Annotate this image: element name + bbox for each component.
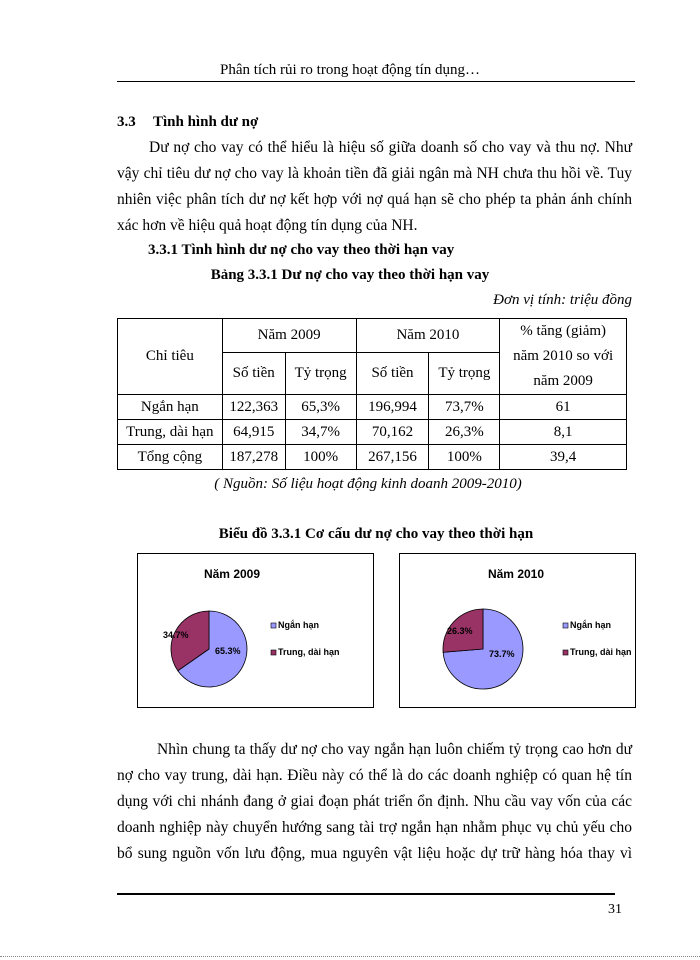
cell-amount-2010: 196,994: [356, 395, 429, 420]
paragraph-line: Dư nợ cho vay có thể hiểu là hiệu số giữa doanh số cho vay và thu nợ. Như: [149, 139, 632, 156]
slice-label-secondary: 34.7%: [163, 630, 189, 640]
cell-share-2009: 100%: [285, 445, 356, 470]
cell-amount-2009: 64,915: [222, 420, 285, 445]
paragraph-2: [117, 737, 632, 867]
cell-amount-2010: 70,162: [356, 420, 429, 445]
paragraph-line: bổ sung nguồn vốn lưu động, mua nguyên vật liệu hoặc dự trữ hàng hóa thay vì: [117, 845, 632, 862]
table-source: ( Nguồn: Số liệu hoạt động kinh doanh 2009-2010): [214, 476, 522, 492]
header-amount-2009: Số tiền: [222, 352, 285, 394]
legend-swatch-long-term: [563, 650, 568, 655]
chart-caption: Biểu đồ 3.3.1 Cơ cấu dư nợ cho vay theo thời hạn: [218, 526, 534, 542]
legend-swatch-long-term: [271, 650, 276, 655]
cell-amount-2009: 187,278: [222, 445, 285, 470]
cell-share-2010: 26,3%: [429, 420, 500, 445]
pie-chart-2009: [137, 553, 374, 708]
cell-amount-2009: 122,363: [222, 395, 285, 420]
paragraph-line: nợ cho vay trung, dài hạn. Điều này có thể là do các doanh nghiệp có quan hệ tín: [117, 767, 632, 784]
header-indicator: Chỉ tiêu: [118, 319, 223, 395]
cell-change: 8,1: [500, 420, 627, 445]
row-label: Tổng cộng: [118, 445, 223, 470]
paragraph-line: Nhìn chung ta thấy dư nợ cho vay ngắn hạn luôn chiếm tỷ trọng cao hơn dư: [157, 741, 632, 758]
footer-rule: [117, 893, 615, 895]
table-header-row: [118, 319, 627, 353]
header-amount-2010: Số tiền: [356, 352, 429, 394]
header-change-line: năm 2010 so với: [513, 348, 614, 364]
header-share-2010: Tỷ trọng: [429, 352, 500, 394]
pie-chart-2010: [399, 553, 636, 708]
legend-swatch-short-term: [563, 623, 568, 628]
pie-chart-2009-svg: [138, 554, 373, 707]
paragraph-line: dụng với chi nhánh đang ở giai đoạn phát triển ổn định. Nhu cầu vay vốn của các: [117, 793, 632, 810]
table-row: [118, 395, 627, 420]
legend-swatch-short-term: [271, 623, 276, 628]
legend-label-long-term: [278, 647, 340, 657]
pie-chart-2010-svg: [400, 554, 635, 707]
header-rule: [117, 81, 635, 82]
legend-label-long-term: [570, 647, 632, 657]
header-year-2009: Năm 2009: [222, 319, 356, 353]
chart-title: Năm 2009: [203, 567, 261, 581]
paragraph-line: doanh nghiệp này chuyển hướng sang tài trợ ngắn hạn nhằm phục vụ chủ yếu cho: [117, 819, 632, 836]
header-change-line: năm 2009: [533, 373, 593, 389]
cell-share-2010: 100%: [429, 445, 500, 470]
paragraph-1: [117, 135, 632, 239]
page-number: 31: [608, 902, 622, 917]
section-title: Tình hình dư nợ: [152, 114, 259, 130]
legend-label-short-term: Ngắn hạn: [570, 620, 612, 630]
cell-amount-2010: 267,156: [356, 445, 429, 470]
table-unit: Đơn vị tính: triệu đồng: [493, 292, 632, 308]
table-caption: Bảng 3.3.1 Dư nợ cho vay theo thời hạn vay: [210, 267, 490, 283]
page-edge-dotted-line: [0, 956, 700, 957]
page-header: Phân tích rủi ro trong hoạt động tín dụng…: [220, 62, 480, 78]
subsection-heading: 3.3.1 Tình hình dư nợ cho vay theo thời hạn vay: [148, 242, 455, 258]
cell-change: 61: [500, 395, 627, 420]
header-change-line: % tăng (giảm): [520, 323, 607, 339]
row-label: Ngắn hạn: [118, 395, 223, 420]
legend-label-line: Trung, dài hạn: [570, 647, 632, 657]
paragraph-line: xác hơn về hiệu quả hoạt động tín dụng của NH.: [117, 217, 418, 234]
cell-share-2009: 65,3%: [285, 395, 356, 420]
cell-share-2010: 73,7%: [429, 395, 500, 420]
row-label: Trung, dài hạn: [118, 420, 223, 445]
paragraph-line: nhiên việc phân tích dư nợ kết hợp với nợ quá hạn sẽ cho phép ta phản ánh chính: [117, 191, 632, 208]
legend-label-line: Trung, dài hạn: [278, 647, 340, 657]
header-change: [500, 319, 627, 395]
paragraph-line: vậy chỉ tiêu dư nợ cho vay là khoản tiền đã giải ngân mà NH chưa thu hồi về. Tuy: [117, 165, 632, 182]
section-number: 3.3: [117, 114, 136, 130]
slice-label-primary: 73.7%: [489, 649, 515, 659]
section-heading: [117, 114, 258, 131]
cell-change: 39,4: [500, 445, 627, 470]
table-row: [118, 445, 627, 470]
table-row: [118, 420, 627, 445]
loan-balance-table: [117, 318, 627, 470]
header-year-2010: Năm 2010: [356, 319, 500, 353]
header-share-2009: Tỷ trọng: [285, 352, 356, 394]
slice-label-secondary: 26.3%: [447, 626, 473, 636]
chart-legend: [563, 619, 632, 657]
slice-label-primary: 65.3%: [215, 646, 241, 656]
cell-share-2009: 34,7%: [285, 420, 356, 445]
legend-label-short-term: Ngắn hạn: [278, 620, 320, 630]
chart-legend: [271, 619, 340, 657]
chart-title: Năm 2010: [487, 567, 545, 581]
